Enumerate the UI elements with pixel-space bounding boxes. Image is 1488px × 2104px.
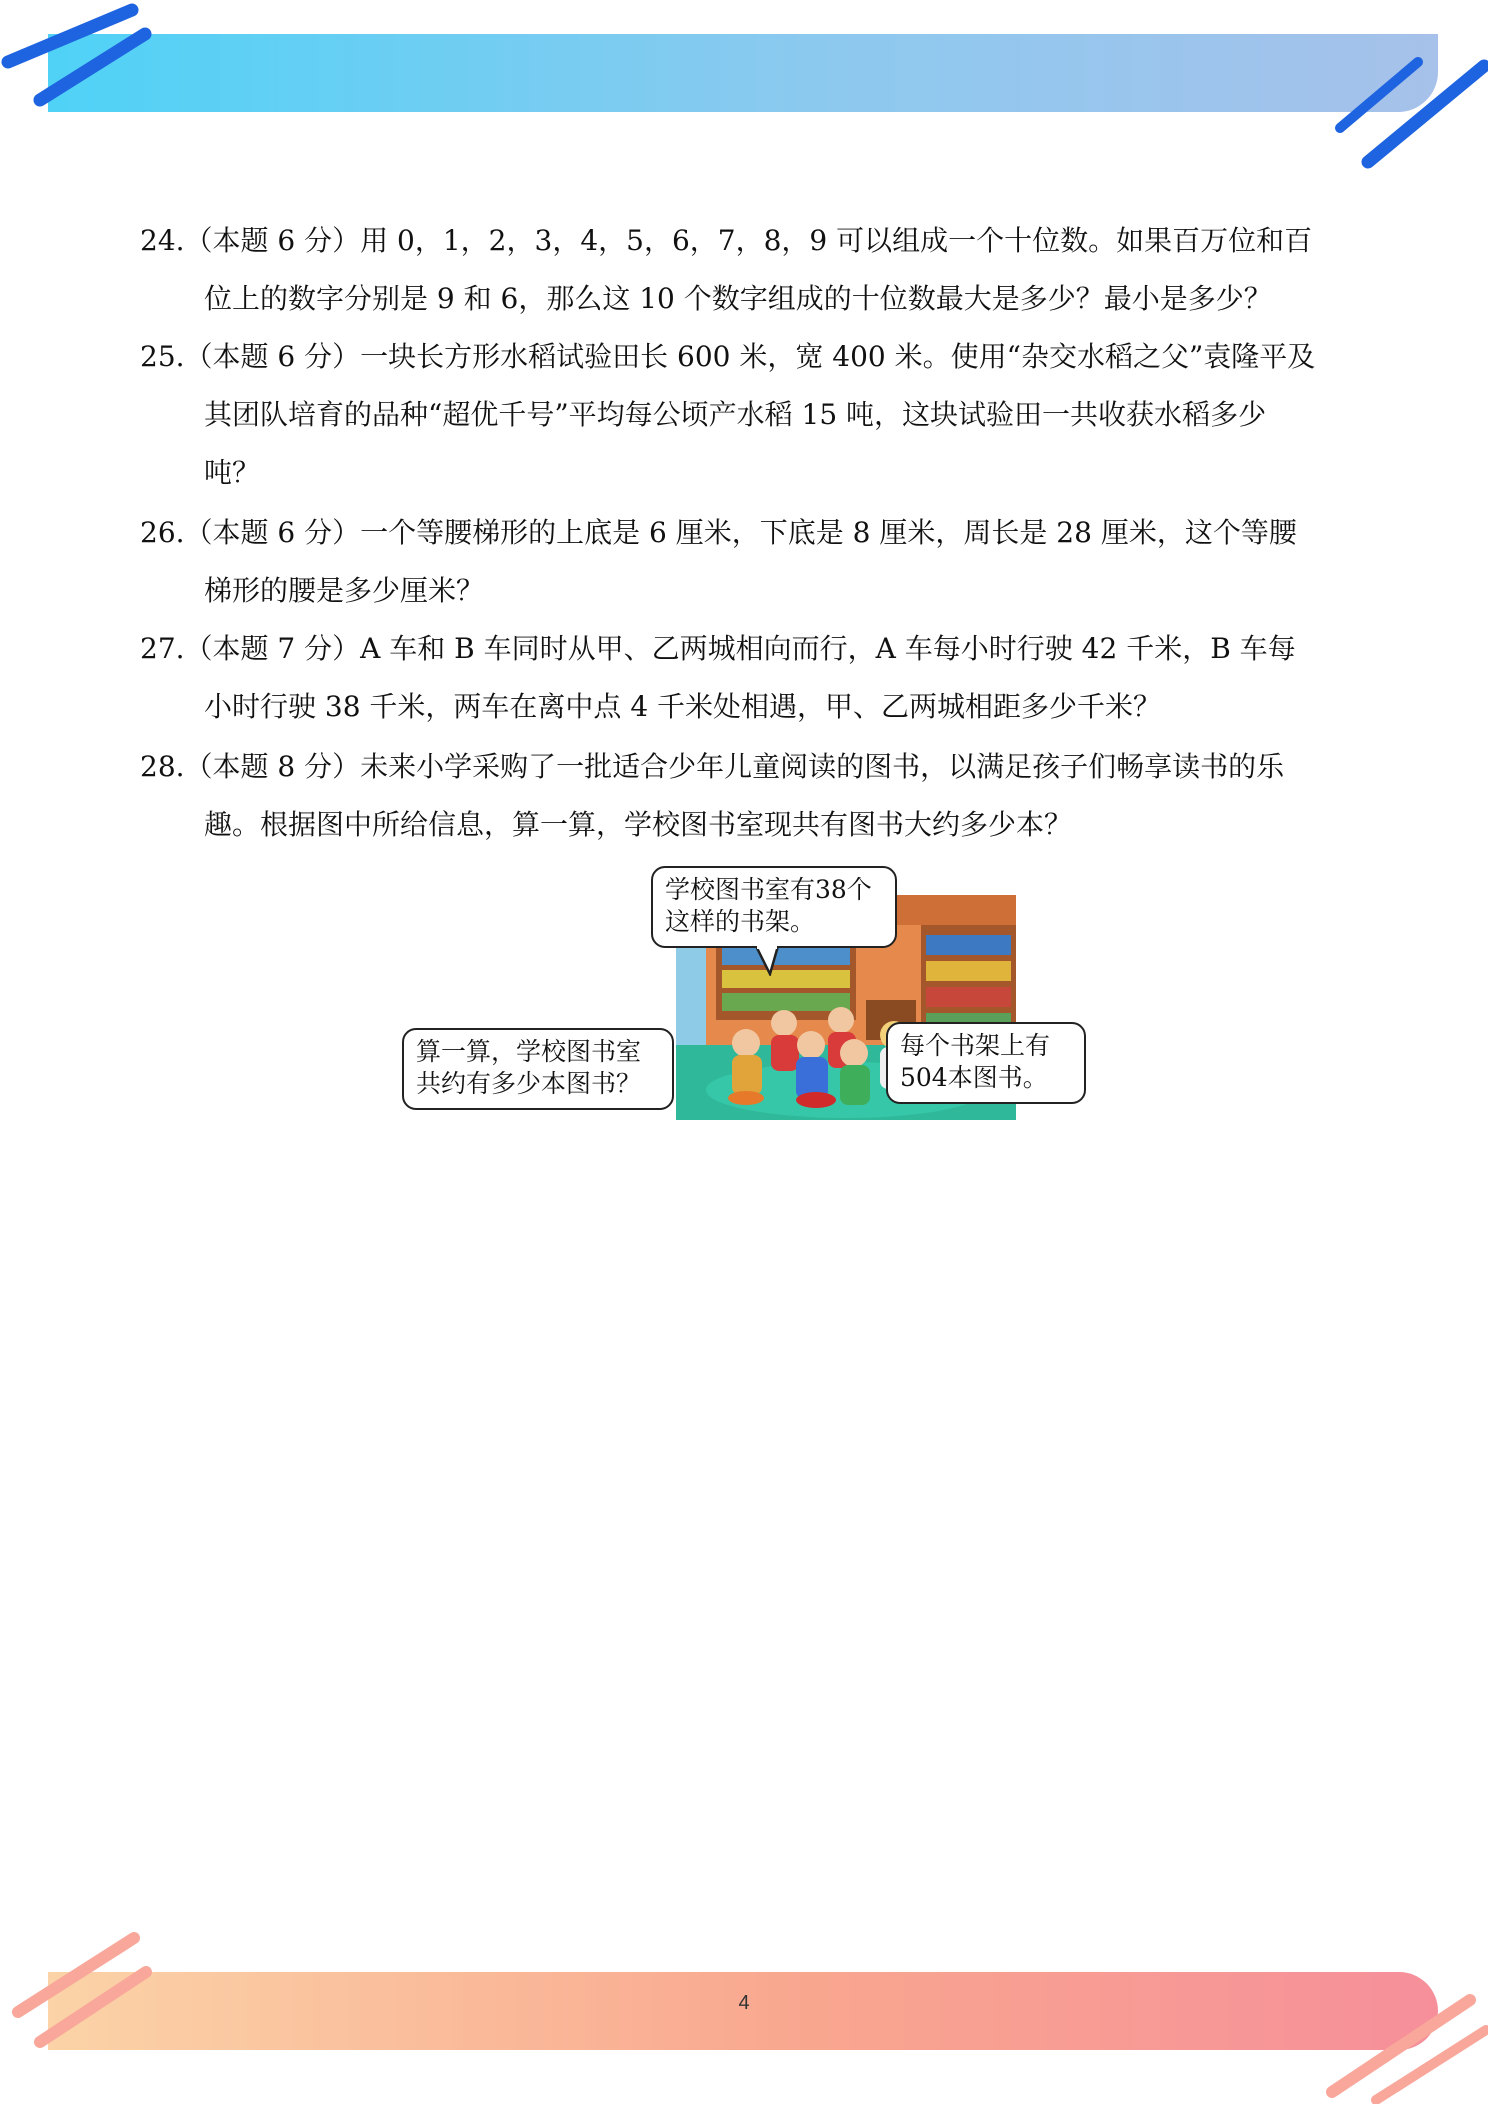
question-number: 25. <box>140 340 185 373</box>
bubble-text: 学校图书室有38个 <box>665 875 872 904</box>
bubble-text: 每个书架上有 <box>900 1031 1051 1060</box>
question-text: 吨？ <box>204 456 261 489</box>
page-number: 4 <box>738 1992 750 2014</box>
bubble-text: 504本图书。 <box>900 1063 1048 1092</box>
bubble-tail <box>756 946 786 976</box>
bubble-text: 算一算，学校图书室 <box>416 1037 642 1066</box>
question-number: 28. <box>140 750 185 783</box>
question-text: 趣。根据图中所给信息，算一算，学校图书室现共有图书大约多少本？ <box>204 808 1073 841</box>
question-number: 27. <box>140 632 185 665</box>
bubble-text: 这样的书架。 <box>665 907 816 936</box>
bookshelf <box>921 925 1016 1035</box>
question-score: （本题 7 分） <box>184 632 361 665</box>
question-text: 用 0，1，2，3，4，5，6，7，8，9 可以组成一个十位数。如果百万位和百 <box>360 224 1313 257</box>
question-text: A 车和 B 车同时从甲、乙两城相向而行，A 车每小时行驶 42 千米，B 车每 <box>360 632 1296 665</box>
question-text: 一个等腰梯形的上底是 6 厘米，下底是 8 厘米，周长是 28 厘米，这个等腰 <box>360 516 1297 549</box>
bubble-text: 共约有多少本图书？ <box>416 1069 642 1098</box>
question-score: （本题 6 分） <box>184 340 361 373</box>
speech-bubble-books-per-shelf <box>886 1022 1086 1104</box>
question-number: 24. <box>140 224 185 257</box>
question-text: 梯形的腰是多少厘米？ <box>204 574 485 607</box>
question-26 <box>140 504 1350 620</box>
stripe-decoration <box>1376 2030 1486 2100</box>
speech-bubble-shelves <box>651 866 897 948</box>
question-text: 其团队培育的品种“超优千号”平均每公顷产水稻 15 吨，这块试验田一共收获水稻多少 <box>204 398 1267 431</box>
question-score: （本题 8 分） <box>184 750 361 783</box>
question-text: 位上的数字分别是 9 和 6，那么这 10 个数字组成的十位数最大是多少？最小是多少？ <box>204 282 1272 315</box>
question-text: 小时行驶 38 千米，两车在离中点 4 千米处相遇，甲、乙两城相距多少千米？ <box>204 690 1162 723</box>
question-text: 未来小学采购了一批适合少年儿童阅读的图书，以满足孩子们畅享读书的乐 <box>360 750 1285 783</box>
question-number: 26. <box>140 516 185 549</box>
question-score: （本题 6 分） <box>184 224 361 257</box>
stripe-decoration <box>1368 66 1484 162</box>
question-27 <box>140 620 1350 736</box>
header-stripes <box>0 0 1488 180</box>
question-28 <box>140 738 1350 854</box>
question-25 <box>140 328 1350 502</box>
question-text: 一块长方形水稻试验田长 600 米，宽 400 米。使用“杂交水稻之父”袁隆平及 <box>360 340 1316 373</box>
speech-bubble-question <box>402 1028 674 1110</box>
question-24 <box>140 212 1350 328</box>
question-score: （本题 6 分） <box>184 516 361 549</box>
bookshelf <box>716 940 856 1020</box>
stripe-decoration <box>1340 62 1418 128</box>
